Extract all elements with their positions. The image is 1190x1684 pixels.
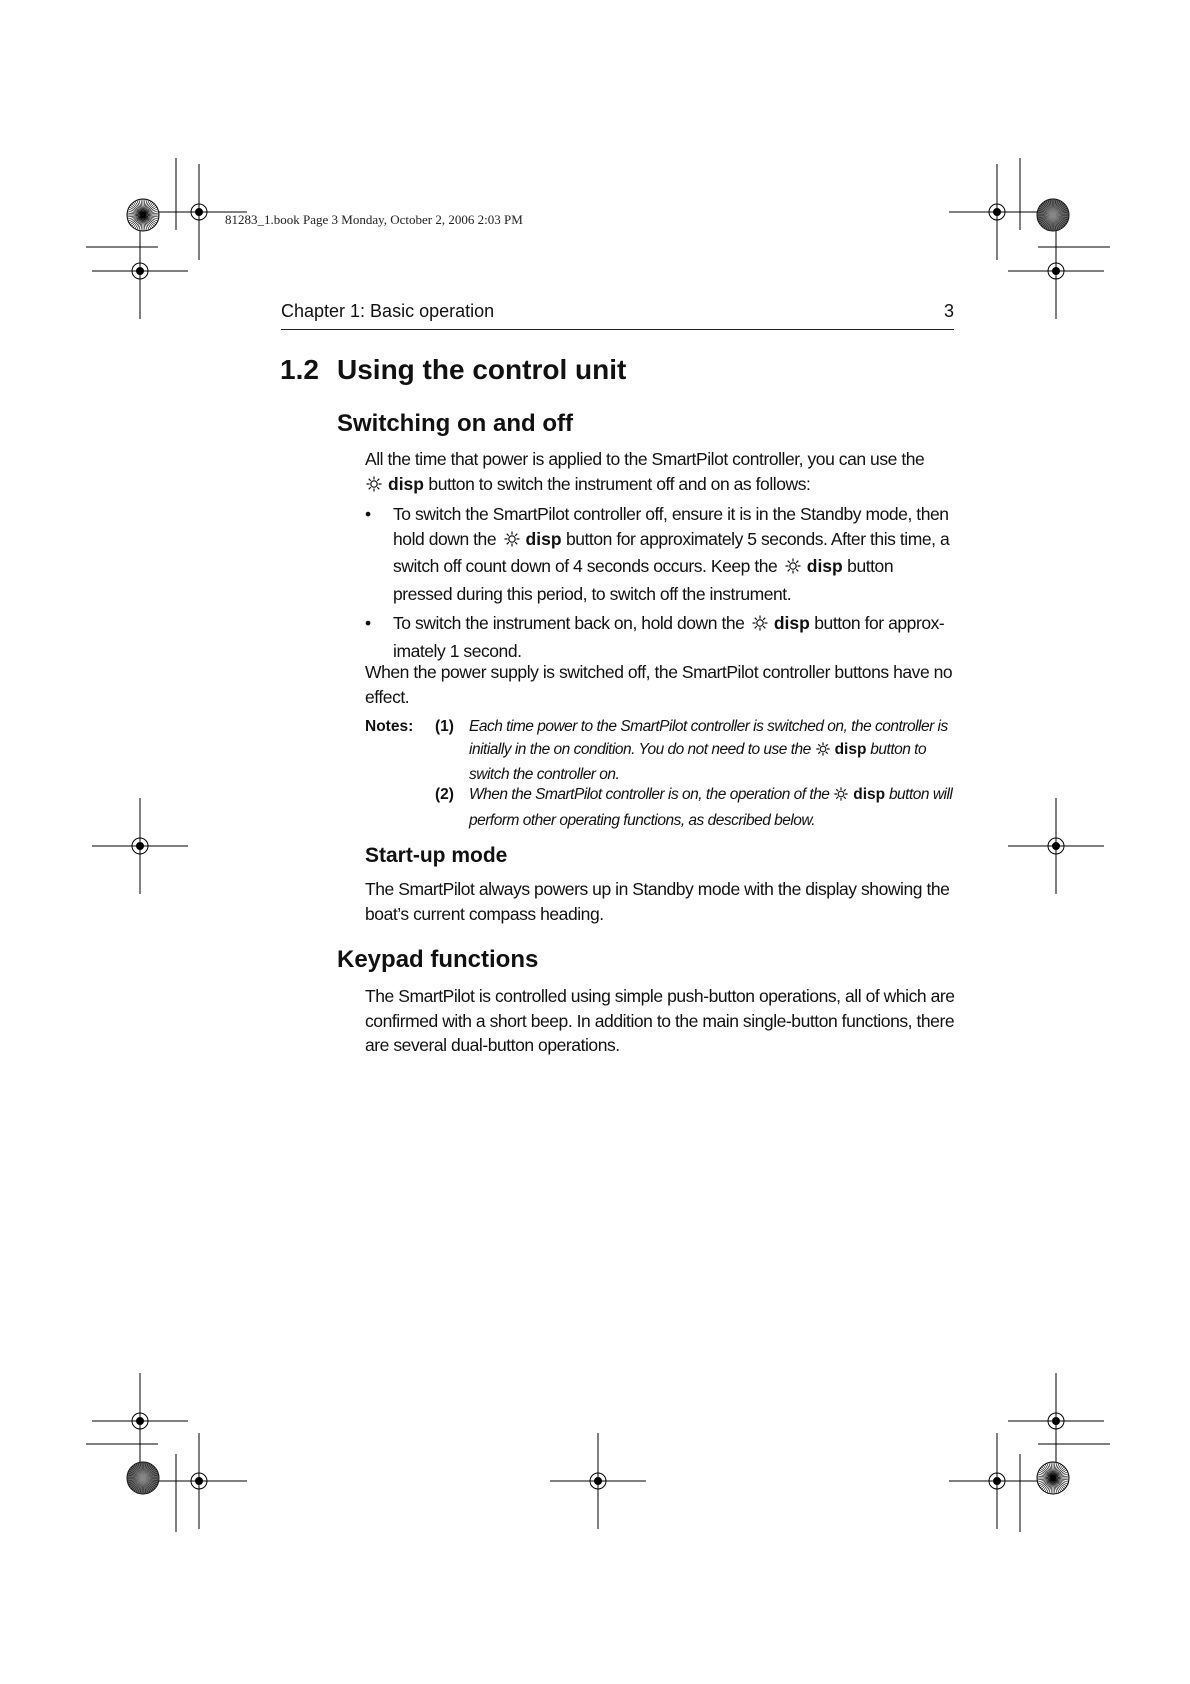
startup-heading: Start-up mode: [365, 844, 508, 867]
keypad-heading: Keypad functions: [337, 946, 539, 973]
switching-intro: All the time that power is applied to the SmartPilot controller, you can use the disp button to switch the instrument off and on as follows:: [365, 447, 955, 499]
note-item: (1) Each time power to the SmartPilot controller is switched on, the controller is initially in the on condition. You do not need to use the disp button to switch the controller on.: [435, 718, 948, 783]
light-icon: [833, 786, 849, 810]
light-icon: [815, 741, 831, 765]
list-item: • To switch the instrument back on, hold down the disp button for approx-imately 1 second.: [365, 613, 945, 661]
disp-key-label: disp: [525, 528, 562, 549]
light-icon: [503, 530, 521, 555]
disp-key-label: disp: [388, 473, 424, 494]
disp-key-label: disp: [773, 613, 810, 633]
section-heading: [280, 354, 626, 386]
startup-text: The SmartPilot always powers up in Standby mode with the display showing the boat’s current compass heading.: [365, 879, 950, 924]
note-item: (2) When the SmartPilot controller is on, the operation of the disp button will perform other operating functions, as described below.: [435, 786, 953, 829]
note-number: (1): [435, 718, 454, 735]
note-number: (2): [435, 786, 454, 803]
list-item: • To switch the SmartPilot controller off, ensure it is in the Standby mode, then hold down the disp button for approximately 5 seconds. After this time, a switch off count down of 4 seconds occurs. Keep the disp button pressed during this period, to switch off the instrument.: [365, 504, 950, 604]
light-icon: [784, 557, 802, 582]
keypad-text: The SmartPilot is controlled using simple push-button operations, all of which are confirmed with a short beep. In addition to the main single-button functions, there are several dual-button operations.: [365, 986, 955, 1055]
disp-key-label: disp: [853, 786, 886, 803]
light-icon: [365, 475, 383, 500]
light-icon: [751, 614, 769, 639]
running-head: [281, 301, 954, 330]
print-slug: 81283_1.book Page 3 Monday, October 2, 2006 2:03 PM: [225, 212, 523, 227]
section-number: 1.2: [280, 354, 319, 385]
disp-key-label: disp: [834, 740, 867, 758]
notes-label: Notes:: [365, 718, 414, 735]
chapter-title: Chapter 1: Basic operation: [281, 301, 495, 321]
section-title: Using the control unit: [337, 354, 627, 385]
switching-steps: [365, 502, 955, 668]
switching-closing: When the power supply is switched off, the SmartPilot controller buttons have no effect.: [365, 662, 953, 707]
page-number: 3: [943, 301, 954, 321]
disp-key-label: disp: [806, 556, 843, 576]
switching-heading: Switching on and off: [337, 410, 573, 437]
